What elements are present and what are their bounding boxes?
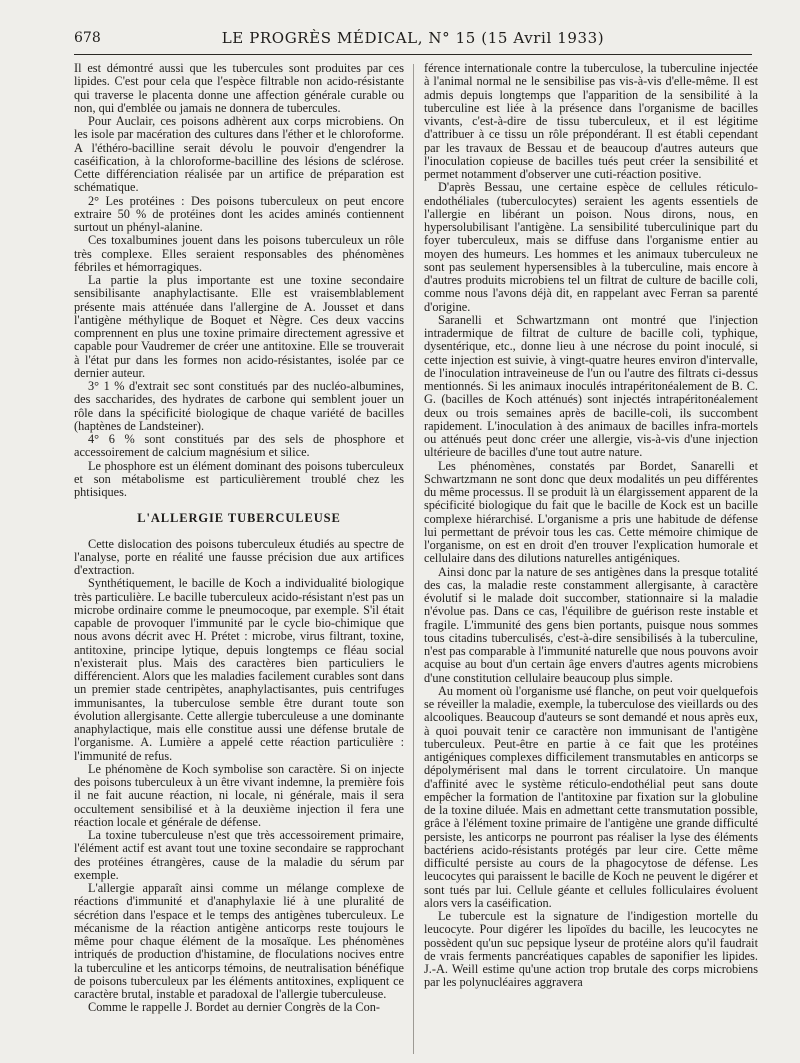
page-header xyxy=(74,28,752,55)
paragraph: Comme le rappelle J. Bordet au dernier Congrès de la Con- xyxy=(88,1000,380,1015)
paragraph: Il est démontré aussi que les tubercules sont produites par ces lipides. C'est pour cela que l'espèce filtrable non acido-résistante qui traverse le placenta donne une affection générale curable ou non, qui d'emblée ou jamais ne donnera de tubercules. xyxy=(74,61,404,115)
paragraph: La partie la plus importante est une toxine secondaire sensibilisante anaphylactisante. Elle est vraisemblablement présente mais atténuée dans l'allergine de A. Jousset et dans l'antigène méthylique de Boquet et Nègre. Ces deux vaccins comprennent en plus une toxine primaire directement agressive et capable pour Vaudremer de créer une antitoxine. Elle se trouverait à l'état pur dans les formes non acido-résistantes, isolée par ce dernier auteur. xyxy=(74,273,404,380)
paragraph: Ainsi donc par la nature de ses antigènes dans la presque totalité des cas, la maladie reste constamment allergisante, à caractère évolutif si le malade doit succomber, stationnaire si la maladie n'évolue pas. Dans ce cas, l'équilibre de guérison reste instable et fragile. L'immunité des gens bien portants, puisque nous sommes tous citadins tuberculisés, c'est-à-dire sensibilisés à la tuberculine, n'est pas comparable à l'immunité naturelle que nous pouvons avoir acquise au bout d'un certain âge envers d'autres agents microbiens d'une constitution cellulaire beaucoup plus simple. xyxy=(424,564,758,685)
section-heading: L'ALLERGIE TUBERCULEUSE xyxy=(137,511,341,526)
paragraph: Saranelli et Schwartzmann ont montré que l'injection intradermique de filtrat de culture de bacille coli, typhique, dysentérique, etc., donne lieu à une nécrose du point inoculé, si cette injection est suivie, à vingt-quatre heures environ d'intervalle, de l'inoculation intraveineuse de l'un ou l'autre des filtrats ci-dessus mentionnés. Si les animaux inoculés intrapéritonéalement de B. C. G. (bacilles de Koch atténués) sont injectés intrapéritonéalement deux ou trois semaines après de bacille-coli, ils succombent rapidement. L'inoculation à des animaux de bacilles infra-mortels ou atténués peut donc créer une allergie, vis-à-vis d'une injection ultérieure de bacilles d'une tout autre nature. xyxy=(424,312,758,460)
paragraph: Synthétiquement, le bacille de Koch a individualité biologique très particulière. Le bacille tuberculeux acido-résistant n'est pas un microbe ordinaire comme le pneumocoque, par exemple. S'il était capable de provoquer l'immunité par le cycle bio-chimique que nous avons décrit avec H. Prétet : microbe, virus filtrant, toxine, antitoxine, principe lytique, depuis longtemps ce fléau social n'existerait plus. Mais des caractères bien particuliers le différencient. Alors que les maladies facilement curables sont dans un premier stade centripètes, anaphylactisantes, puis centrifuges immunisantes, la tuberculose semble être durant toute son évolution allergisante. Cette allergie tuberculeuse a une dominante anaphylactique, mais elle constitue aussi une défense brutale de l'organisme. A. Lumière a appelé cette réaction particulière : l'immunité de refus. xyxy=(74,576,404,763)
left-column xyxy=(74,62,404,1015)
paragraph: Le tubercule est la signature de l'indigestion mortelle du leucocyte. Pour digérer les lipoïdes du bacille, les leucocytes ne possèdent qu'un suc pepsique lyseur de protéine alors qu'il faudrait de vrais ferments pancréatiques capables de saponifier les lipides. J.-A. Weill estime qu'une action trop brutale des corps microbiens par les polynucléaires aggravera xyxy=(424,909,758,990)
paragraph: Cette dislocation des poisons tuberculeux étudiés au spectre de l'analyse, porte en réalité une fausse précision due aux artifices d'extraction. xyxy=(74,536,404,577)
paragraph: L'allergie apparaît ainsi comme un mélange complexe de réactions d'immunité et d'anaphylaxie lié à une pluralité de sécrétion dans l'espace et le temps des antigènes tuberculeux. Le mécanisme de la réaction antigène anticorps reste toujours le même pour chaque élément de la mosaïque. Les phénomènes intriqués de production d'histamine, de floculations nocives entre la tuberculine et les anticorps témoins, de neutralisation bénéfique de poisons tuberculeux par les éléments antitoxines, expliquent ce caractère brutal, instable et paradoxal de l'allergie tuberculeuse. xyxy=(74,881,404,1001)
right-column xyxy=(424,62,758,990)
paragraph: 3° 1 % d'extrait sec sont constitués par des nucléo-albumines, des saccharides, des hydrates de carbone qui semblent jouer un rôle dans la spécificité biologique de chaque variété de bacilles (haptènes de Landsteiner). xyxy=(74,379,404,433)
paragraph: 2° Les protéines : Des poisons tuberculeux on peut encore extraire 50 % de protéines dont les acides aminés contiennent surtout un phényl-alanine. xyxy=(74,193,404,234)
paragraph: férence internationale contre la tuberculose, la tuberculine injectée à l'animal normal ne le sensibilise pas vis-à-vis d'elle-même. Il est admis depuis longtemps que l'apparition de la sensibilité à la tuberculine est liée à la présence dans l'organisme de bacilles vivants, c'est-à-dire de tissu tuberculeux, et il est légitime d'attribuer à ce tissu un rôle prépondérant. Il est établi cependant par les travaux de Bessau et de beaucoup d'autres auteurs que l'inoculation copieuse de bacilles tués peut créer la sensibilité et permet notamment d'observer une cuti-réaction positive. xyxy=(424,61,758,181)
column-divider xyxy=(413,64,414,1054)
paragraph: Pour Auclair, ces poisons adhèrent aux corps microbiens. On les isole par macération des cultures dans l'éther et le chloroforme. A l'éthéro-bacilline serait dévolu le pouvoir d'engendrer la caséification, à la chloroforme-bacilline des lésions de sclérose. Cette différenciation réalisée par un artifice de préparation est schématique. xyxy=(74,114,404,195)
paragraph: Au moment où l'organisme usé flanche, on peut voir quelquefois se réveiller la maladie, exemple, la tuberculose des vieillards ou des alcooliques. Beaucoup d'auteurs se sont demandé et nous après eux, à quoi pouvait tenir ce caractère non immunisant de l'antigène tuberculeux. Peut-être en partie à ce fait que les protéines antigéniques complexes difficilement transmutables en anticorps se dépolymérisent mal dans le torrent circulatoire. Un manque d'affinité avec le système réticulo-endothélial peut sans doute empêcher la formation de l'antitoxine par fixation sur la globuline de la toxine diluée. Mais en admettant cette transmutation possible, grâce à l'élément toxine primaire de l'antigène une grande difficulté persiste, les anticorps ne pourront pas réaliser la lyse des éléments bactériens acido-résistants protégés par leur cire. Cette même difficulté persiste au cours de la phagocytose de défense. Les leucocytes qui paraissent le bacille de Koch ne peuvent le digérer et sont tués par lui. Cellule géante et cellules folliculaires évoluent alors vers la caséification. xyxy=(424,683,758,910)
running-title: LE PROGRÈS MÉDICAL, N° 15 (15 Avril 1933) xyxy=(221,29,605,47)
paragraph: Les phénomènes, constatés par Bordet, Sanarelli et Schwartzmann ne sont donc que deux modalités un peu différentes du même processus. Il se produit là un élargissement apparent de la spécificité biologique du fait que le bacille de Kock est un bacille complexe hiérarchisé. L'organisme a pris une habitude de défense lui permettant de prévoir tous les cas. Cette mémoire chimique de l'organisme, on est en droit d'en trouver l'explication humorale et cellulaire dans des dilutions naturelles antigéniques. xyxy=(424,458,758,566)
paragraph: La toxine tuberculeuse n'est que très accessoirement primaire, l'élément actif est avant tout une toxine secondaire se rapprochant des protéines étrangères, cause de la maladie du sérum par exemple. xyxy=(74,828,404,882)
paragraph: Le phénomène de Koch symbolise son caractère. Si on injecte des poisons tuberculeux à un être vivant indemne, la première fois il ne fait aucune réaction, ni locale, ni générale, mais il sera occultement sensibilisé et à la deuxième injection il fera une réaction locale et générale de défense. xyxy=(74,761,404,829)
paragraph: Le phosphore est un élément dominant des poisons tuberculeux et son métabolisme est particulièrement troublé chez les phtisiques. xyxy=(74,458,404,499)
paragraph: 4° 6 % sont constitués par des sels de phosphore et accessoirement de calcium magnésium et silice. xyxy=(74,432,404,460)
paragraph: Ces toxalbumines jouent dans les poisons tuberculeux un rôle très complexe. Elles seraient responsables des phénomènes fébriles et hémorragiques. xyxy=(74,233,404,274)
page-number: 678 xyxy=(74,30,101,46)
paragraph: D'après Bessau, une certaine espèce de cellules réticulo-endothéliales (tuberculocytes) seraient les agents essentiels de l'allergie en libérant un poison. Nous dirons, nous, en hypersolubilisant l'antigène. La sensibilité tuberculinique part du foyer tuberculeux, mais se diffuse dans l'organisme entier au moyen des humeurs. Les hommes et les animaux tuberculeux ne sont pas seulement hypersensibles à la tuberculine, mais encore à d'autres produits microbiens tel un filtrat de culture de bacille coli, comme nous l'avons déjà dit, en rappelant avec Ferran sa parenté d'origine. xyxy=(424,180,758,314)
